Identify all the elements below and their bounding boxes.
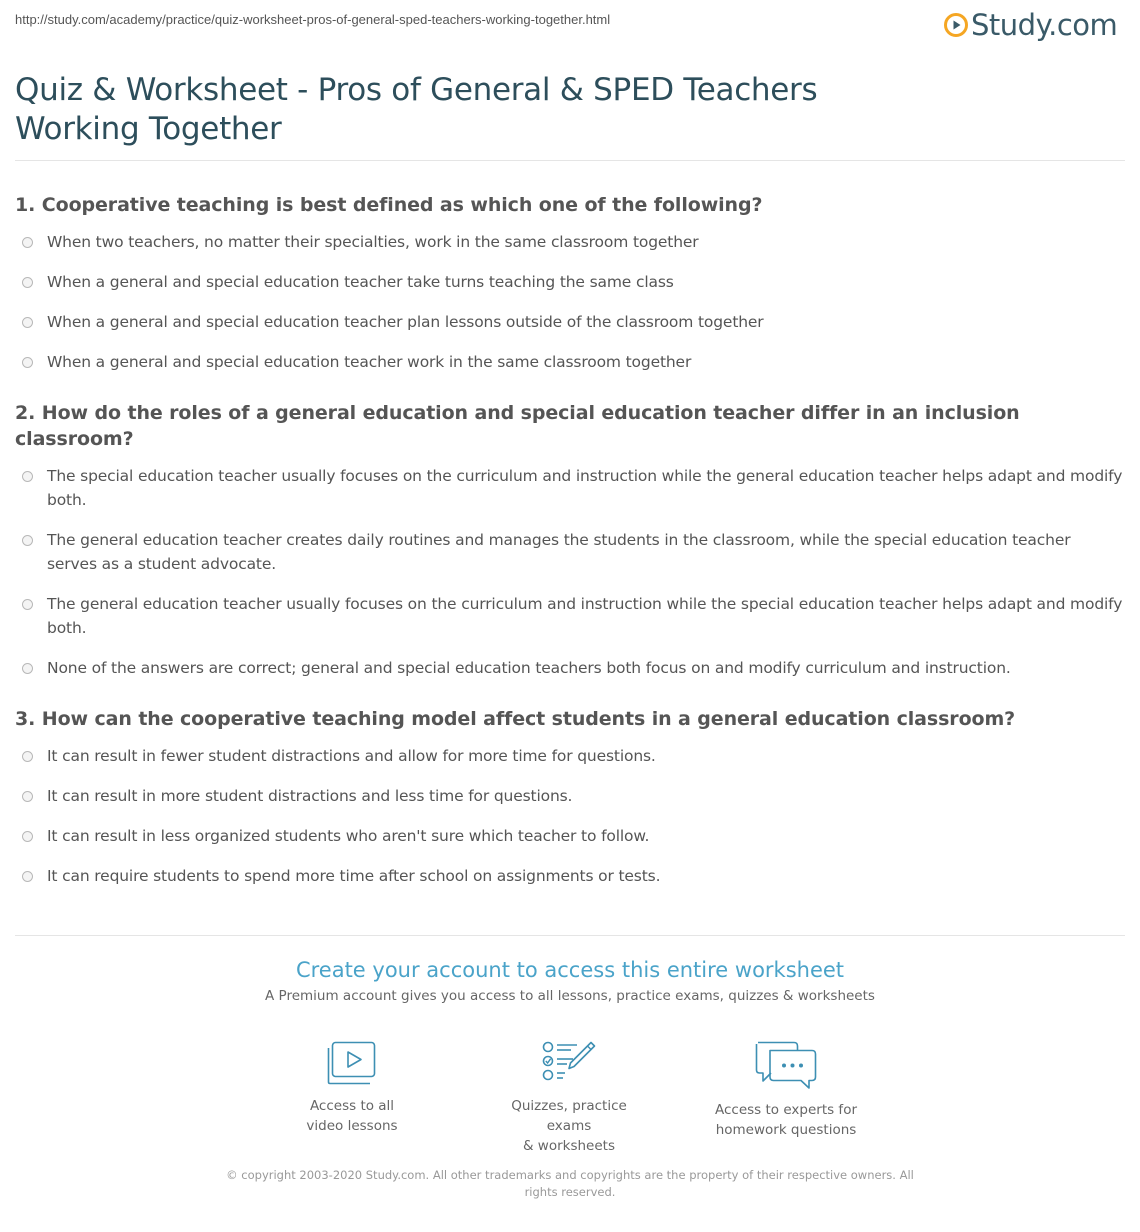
copyright-footer: © copyright 2003-2020 Study.com. All other trademarks and copyrights are the property of their respective owners. All rights reserved. — [226, 1168, 914, 1199]
question-3 — [15, 706, 1125, 888]
answer-text: The general education teacher usually focuses on the curriculum and instruction while the special education teacher helps adapt and modify both. — [47, 595, 1123, 637]
quiz-checklist-icon — [541, 1040, 597, 1086]
logo-text: Study.com — [971, 8, 1118, 42]
question-1 — [15, 192, 1125, 374]
feature-quizzes — [469, 1040, 669, 1156]
feature-video-lessons — [252, 1040, 452, 1136]
feature-line: homework questions — [715, 1122, 857, 1138]
feature-label — [272, 1096, 432, 1136]
feature-experts — [686, 1040, 886, 1140]
answer-option[interactable] — [15, 464, 1125, 512]
answer-text: None of the answers are correct; general and special education teachers both focus on and modify curriculum and instruction. — [47, 659, 1011, 677]
answer-option[interactable] — [15, 784, 1125, 808]
radio-button[interactable] — [22, 663, 33, 674]
answer-list — [15, 744, 1125, 888]
question-2 — [15, 400, 1125, 680]
question-prompt: How can the cooperative teaching model affect students in a general education classroom? — [41, 708, 1016, 730]
feature-line: Quizzes, practice exams — [511, 1098, 627, 1134]
video-lessons-icon — [326, 1040, 378, 1086]
question-text — [15, 706, 1125, 732]
answer-option[interactable] — [15, 824, 1125, 848]
answer-text: The special education teacher usually focuses on the curriculum and instruction while the general education teacher helps adapt and modify both. — [47, 467, 1123, 509]
question-list — [15, 192, 1125, 914]
answer-option[interactable] — [15, 656, 1125, 680]
question-prompt: Cooperative teaching is best defined as which one of the following? — [41, 194, 763, 216]
create-account-link[interactable]: Create your account to access this entire worksheet — [295, 958, 845, 982]
radio-button[interactable] — [22, 751, 33, 762]
premium-description: A Premium account gives you access to all lessons, practice exams, quizzes & worksheets — [265, 988, 875, 1004]
radio-button[interactable] — [22, 831, 33, 842]
answer-option[interactable] — [15, 350, 1125, 374]
answer-text: When a general and special education teacher work in the same classroom together — [47, 353, 692, 371]
question-text — [15, 192, 1125, 218]
answer-text: It can require students to spend more time after school on assignments or tests. — [47, 867, 661, 885]
divider — [15, 935, 1125, 936]
question-text — [15, 400, 1125, 452]
radio-button[interactable] — [22, 317, 33, 328]
question-number: 1. — [15, 194, 36, 216]
radio-button[interactable] — [22, 599, 33, 610]
answer-list — [15, 464, 1125, 680]
page-title: Quiz & Worksheet - Pros of General & SPED Teachers Working Together — [15, 72, 818, 147]
answer-option[interactable] — [15, 310, 1125, 334]
answer-option[interactable] — [15, 592, 1125, 640]
radio-button[interactable] — [22, 237, 33, 248]
feature-line: Access to all — [309, 1098, 395, 1114]
answer-option[interactable] — [15, 528, 1125, 576]
feature-line: & worksheets — [522, 1138, 615, 1154]
radio-button[interactable] — [22, 357, 33, 368]
radio-button[interactable] — [22, 791, 33, 802]
page-url: http://study.com/academy/practice/quiz-worksheet-pros-of-general-sped-teachers-working-together.html — [15, 12, 611, 27]
feature-label — [489, 1096, 649, 1156]
chat-bubbles-icon — [754, 1040, 818, 1090]
question-number: 3. — [15, 708, 36, 730]
answer-text: It can result in less organized students who aren't sure which teacher to follow. — [47, 827, 650, 845]
divider — [15, 160, 1125, 161]
answer-option[interactable] — [15, 230, 1125, 254]
answer-text: It can result in fewer student distractions and allow for more time for questions. — [47, 747, 656, 765]
study-logo[interactable] — [944, 8, 1117, 42]
radio-button[interactable] — [22, 871, 33, 882]
question-number: 2. — [15, 402, 36, 424]
play-logo-icon — [944, 13, 968, 37]
answer-option[interactable] — [15, 864, 1125, 888]
radio-button[interactable] — [22, 535, 33, 546]
answer-text: It can result in more student distractions and less time for questions. — [47, 787, 573, 805]
answer-list — [15, 230, 1125, 374]
answer-option[interactable] — [15, 744, 1125, 768]
feature-line: video lessons — [306, 1118, 398, 1134]
answer-text: When a general and special education teacher take turns teaching the same class — [47, 273, 674, 291]
radio-button[interactable] — [22, 277, 33, 288]
feature-label — [706, 1100, 866, 1140]
answer-text: When a general and special education teacher plan lessons outside of the classroom together — [47, 313, 764, 331]
answer-option[interactable] — [15, 270, 1125, 294]
feature-line: Access to experts for — [714, 1102, 857, 1118]
radio-button[interactable] — [22, 471, 33, 482]
question-prompt: How do the roles of a general education and special education teacher differ in an inclusion classroom? — [15, 402, 1020, 450]
answer-text: When two teachers, no matter their specialties, work in the same classroom together — [47, 233, 699, 251]
answer-text: The general education teacher creates daily routines and manages the students in the classroom, while the special education teacher serves as a student advocate. — [47, 531, 1071, 573]
